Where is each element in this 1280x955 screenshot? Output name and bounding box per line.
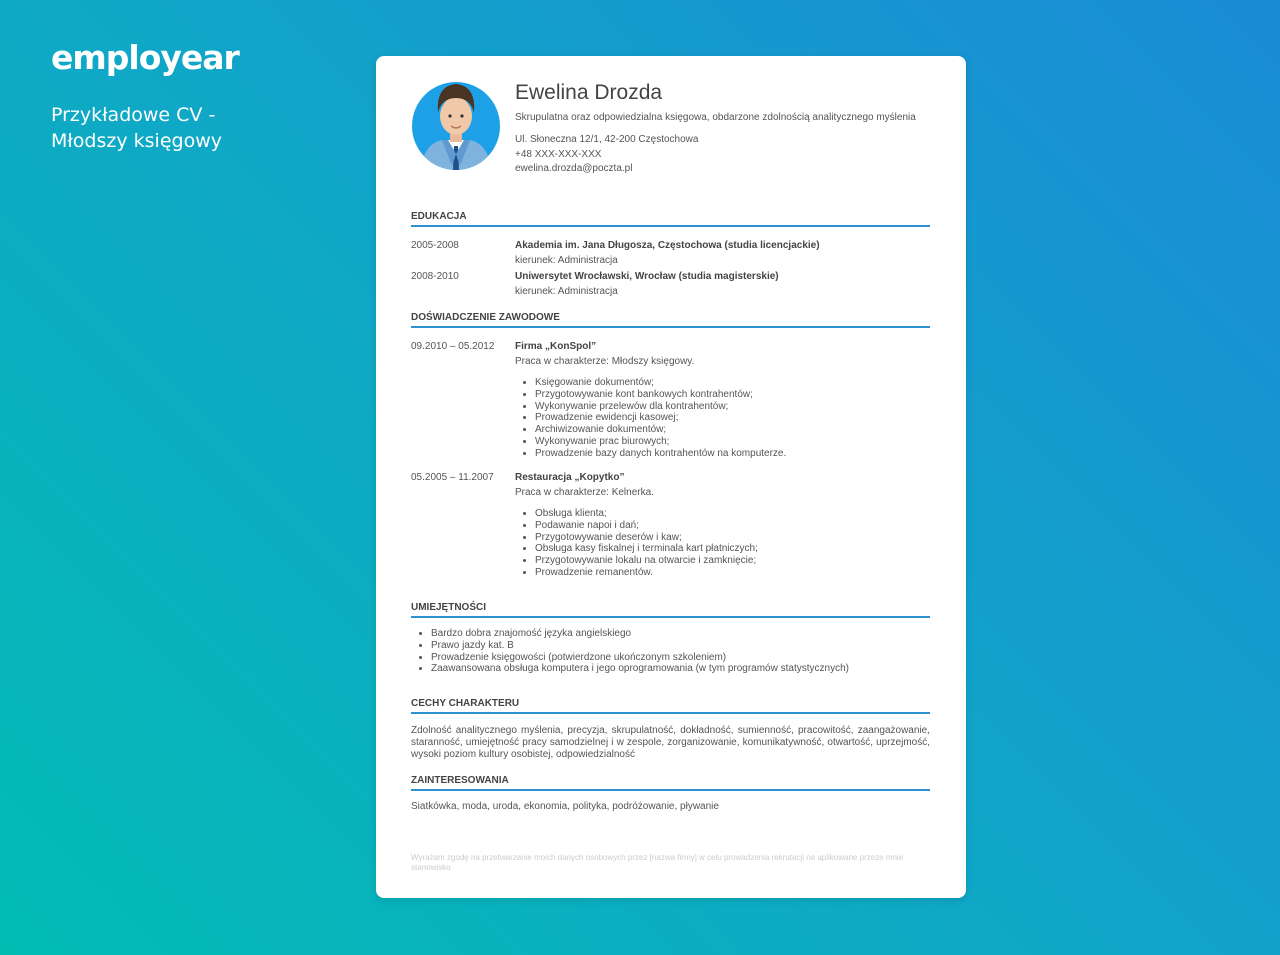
cv-name: Ewelina Drozda xyxy=(515,81,663,104)
traits-text: Zdolność analitycznego myślenia, precyzja, skrupulatność, dokładność, sumienność, pracowitość, zaangażowanie, staranność, umiejętność pracy samodzielnej i w zespole, zorganizowanie, komunikatywność, otwartość, uprzejmość, wysoki poziom kultury osobistej, odpowiedzialność xyxy=(411,725,930,760)
education-field: kierunek: Administracja xyxy=(515,254,618,266)
list-item: • Księgowanie dokumentów; xyxy=(535,377,930,389)
education-date: 2005-2008 xyxy=(411,240,459,251)
education-school: Akademia im. Jana Długosza, Częstochowa (studia licencjackie) xyxy=(515,240,820,251)
list-item: • Prawo jazdy kat. B xyxy=(431,640,930,652)
section-title-interests: ZAINTERESOWANIA xyxy=(411,775,930,791)
list-item: • Wykonywanie prac biurowych; xyxy=(535,436,930,448)
address: Ul. Słoneczna 12/1, 42-200 Częstochowa xyxy=(515,134,699,145)
list-item: • Podawanie napoi i dań; xyxy=(535,520,930,532)
list-item: • Zaawansowana obsługa komputera i jego oprogramowania (w tym programów statystycznych) xyxy=(431,663,930,675)
consent-clause: Wyrażam zgodę na przetwarzanie moich danych osobowych przez [nazwa firmy] w celu prowadzenia rekrutacji na aplikowane przeze mnie stanowisko xyxy=(411,853,904,872)
list-item: • Prowadzenie remanentów. xyxy=(535,567,930,579)
subtitle-line-2: Młodszy księgowy xyxy=(51,130,222,152)
subtitle-line-1: Przykładowe CV - xyxy=(51,104,216,126)
skills-list xyxy=(411,628,930,675)
experience-date: 05.2005 – 11.2007 xyxy=(411,472,494,483)
list-item: • Przygotowywanie kont bankowych kontrahentów; xyxy=(535,389,930,401)
list-item: • Obsługa kasy fiskalnej i terminala kart płatniczych; xyxy=(535,543,930,555)
email[interactable]: ewelina.drozda@poczta.pl xyxy=(515,163,633,174)
list-item: • Prowadzenie bazy danych kontrahentów na komputerze. xyxy=(535,448,930,460)
section-title-experience: DOŚWIADCZENIE ZAWODOWE xyxy=(411,312,930,328)
section-title-education: EDUKACJA xyxy=(411,211,930,227)
experience-role: Praca w charakterze: Kelnerka. xyxy=(515,486,654,498)
list-item: • Prowadzenie ewidencji kasowej; xyxy=(535,412,930,424)
list-item: • Przygotowywanie lokalu na otwarcie i zamknięcie; xyxy=(535,555,930,567)
education-field: kierunek: Administracja xyxy=(515,285,618,297)
page-subtitle xyxy=(51,102,311,154)
list-item: • Archiwizowanie dokumentów; xyxy=(535,424,930,436)
phone: +48 XXX-XXX-XXX xyxy=(515,148,602,160)
experience-company: Restauracja „Kopytko” xyxy=(515,472,625,483)
education-date: 2008-2010 xyxy=(411,271,459,282)
cv-tagline: Skrupulatna oraz odpowiedzialna księgowa, obdarzone zdolnością analitycznego myślenia xyxy=(515,112,916,123)
contact-block xyxy=(515,133,698,177)
list-item: • Prowadzenie księgowości (potwierdzone ukończonym szkoleniem) xyxy=(431,652,930,664)
section-title-traits: CECHY CHARAKTERU xyxy=(411,698,930,714)
list-item: • Wykonywanie przelewów dla kontrahentów; xyxy=(535,401,930,413)
experience-company: Firma „KonSpol” xyxy=(515,341,597,352)
list-item: • Obsługa klienta; xyxy=(535,508,930,520)
list-item: • Bardzo dobra znajomość języka angielskiego xyxy=(431,628,930,640)
list-item: • Przygotowywanie deserów i kaw; xyxy=(535,532,930,544)
avatar-icon xyxy=(412,76,500,171)
employear-logo[interactable]: employear xyxy=(51,38,239,77)
cv-document xyxy=(376,56,966,898)
experience-role: Praca w charakterze: Młodszy księgowy. xyxy=(515,355,695,367)
duties-list xyxy=(515,508,930,579)
experience-date: 09.2010 – 05.2012 xyxy=(411,341,495,352)
duties-list xyxy=(515,377,930,460)
education-school: Uniwersytet Wrocławski, Wrocław (studia magisterskie) xyxy=(515,271,779,282)
section-title-skills: UMIEJĘTNOŚCI xyxy=(411,602,930,618)
interests-text: Siatkówka, moda, uroda, ekonomia, polityka, podróżowanie, pływanie xyxy=(411,801,719,812)
